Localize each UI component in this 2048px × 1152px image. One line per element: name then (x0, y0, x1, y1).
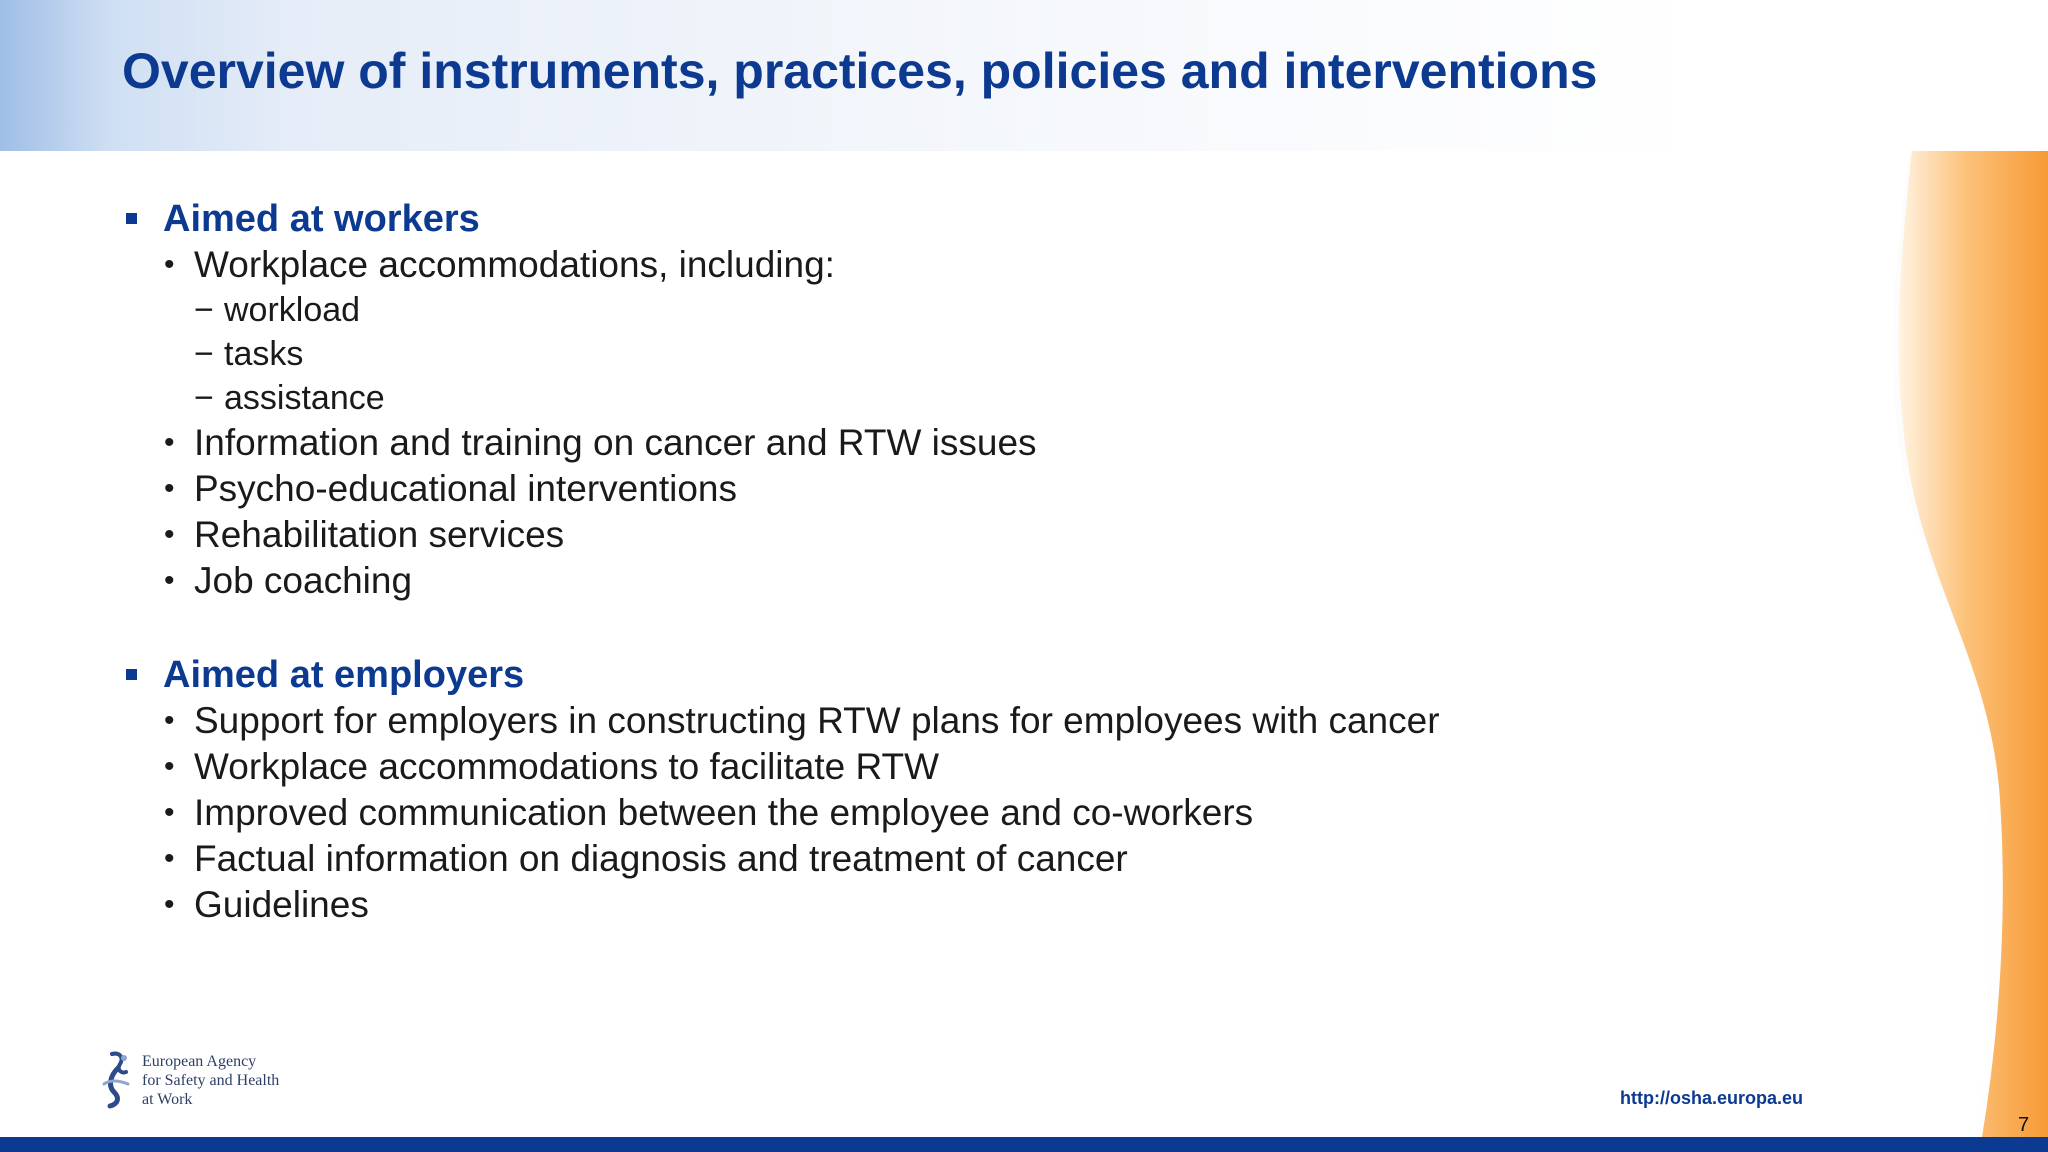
section-heading (122, 196, 1822, 242)
wave-orange (1899, 151, 2048, 1137)
bullet-icon: • (164, 472, 175, 505)
sub-list-item-text: tasks (224, 335, 304, 373)
logo-line: at Work (142, 1091, 193, 1108)
section-heading-text: Aimed at employers (163, 654, 525, 696)
sub-list-item-text: assistance (224, 379, 385, 417)
sub-list-item (122, 288, 1822, 332)
osha-figure-icon (98, 1050, 138, 1110)
bullet-icon: • (164, 750, 175, 783)
list-item (122, 512, 1822, 558)
list-item (122, 836, 1822, 882)
sub-list-item-text: workload (224, 291, 361, 329)
dash-icon: − (194, 291, 214, 329)
section-employers (122, 652, 1822, 928)
list-item-text: Support for employers in constructing RTW plans for employees with cancer (194, 700, 1440, 741)
list-item-text: Job coaching (194, 560, 413, 601)
dash-icon: − (194, 335, 214, 373)
sub-list-item (122, 332, 1822, 376)
bullet-icon: • (164, 704, 175, 737)
bullet-icon: • (164, 248, 175, 281)
bullet-icon: • (164, 842, 175, 875)
list-item-text: Guidelines (194, 884, 369, 925)
logo-line: for Safety and Health (142, 1072, 280, 1089)
list-item (122, 558, 1822, 604)
list-item (122, 242, 1822, 288)
square-bullet-icon (126, 669, 137, 680)
list-item (122, 882, 1822, 928)
list-item-text: Improved communication between the employee and co-workers (194, 792, 1254, 833)
bullet-icon: • (164, 426, 175, 459)
list-item-text: Factual information on diagnosis and treatment of cancer (194, 838, 1128, 879)
list-item-text: Rehabilitation services (194, 514, 565, 555)
slide-content (122, 196, 1822, 928)
logo-line: European Agency (142, 1053, 257, 1070)
bullet-icon: • (164, 888, 175, 921)
list-item (122, 420, 1822, 466)
list-item (122, 466, 1822, 512)
osha-logo (98, 1050, 298, 1112)
sub-list-item (122, 376, 1822, 420)
section-heading-text: Aimed at workers (163, 198, 480, 240)
bullet-icon: • (164, 796, 175, 829)
dash-icon: − (194, 379, 214, 417)
list-item (122, 790, 1822, 836)
list-item-text: Psycho-educational interventions (194, 468, 737, 509)
list-item (122, 744, 1822, 790)
section-workers (122, 196, 1822, 604)
list-item-text: Information and training on cancer and RTW issues (194, 422, 1037, 463)
list-item-text: Workplace accommodations to facilitate RTW (194, 746, 940, 787)
logo-text (142, 1052, 279, 1109)
square-bullet-icon (126, 213, 137, 224)
section-heading (122, 652, 1822, 698)
list-item-text: Workplace accommodations, including: (194, 244, 835, 285)
slide-title: Overview of instruments, practices, policies and interventions (122, 43, 1598, 99)
footer-url[interactable]: http://osha.europa.eu (1620, 1088, 1804, 1108)
list-item (122, 698, 1822, 744)
bottom-bar (0, 1137, 2048, 1152)
bullet-icon: • (164, 564, 175, 597)
page-number: 7 (2018, 1114, 2030, 1136)
bullet-icon: • (164, 518, 175, 551)
